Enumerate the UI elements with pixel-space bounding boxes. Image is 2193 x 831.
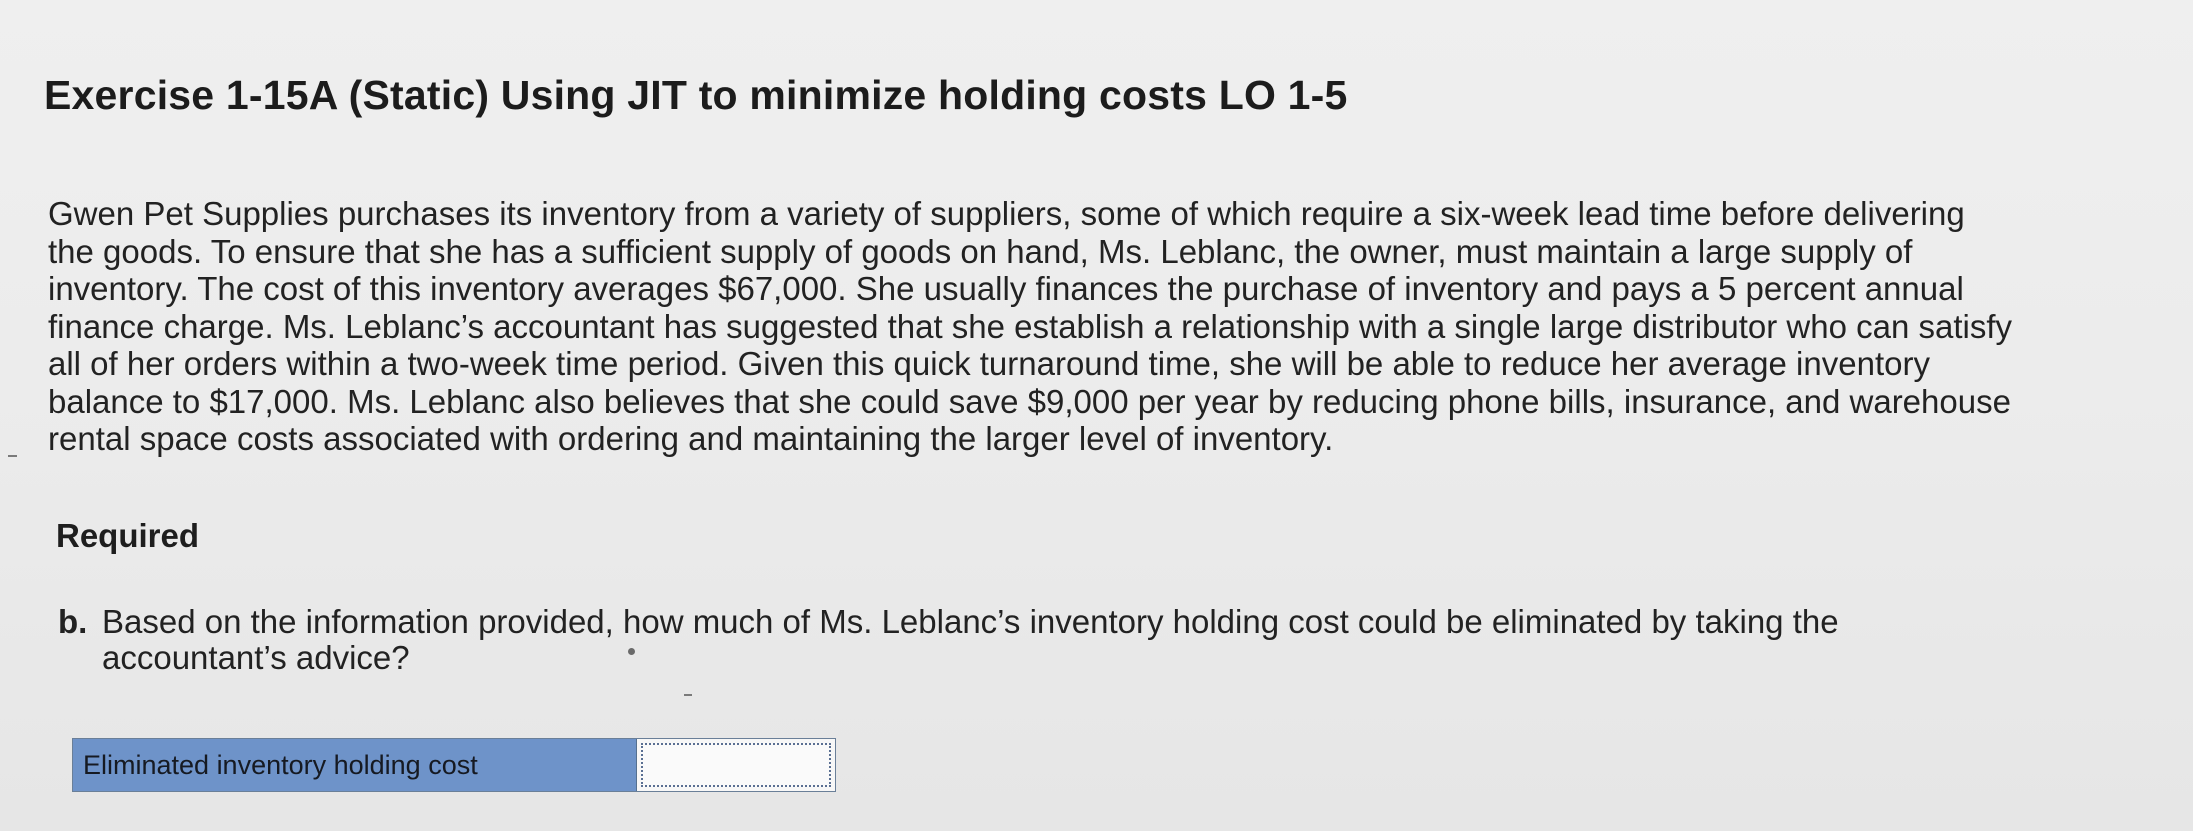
question-line: Based on the information provided, how much of Ms. Leblanc’s inventory holding cost could be eliminated by taking the (102, 603, 1839, 640)
required-heading: Required (56, 517, 200, 554)
problem-line: all of her orders within a two-week time period. Given this quick turnaround time, she will be able to reduce her average inventory (48, 345, 1930, 382)
margin-mark (8, 455, 17, 457)
screen-mark (684, 694, 692, 696)
question-line: accountant’s advice? (102, 639, 410, 676)
exercise-title: Exercise 1-15A (Static) Using JIT to minimize holding costs LO 1-5 (44, 72, 1348, 118)
problem-line: finance charge. Ms. Leblanc’s accountant has suggested that she establish a relationship with a single large distributor who can satisfy (48, 307, 2013, 345)
problem-line: the goods. To ensure that she has a sufficient supply of goods on hand, Ms. Leblanc, the owner, must maintain a large supply of (48, 232, 1913, 270)
problem-line: balance to $17,000. Ms. Leblanc also believes that she could save $9,000 per year by reducing phone bills, insurance, and warehouse (48, 382, 2011, 420)
problem-line: rental space costs associated with ordering and maintaining the larger level of inventory. (48, 420, 1334, 457)
answer-input-cell (637, 739, 835, 791)
question-letter: b. (58, 603, 88, 640)
screen-speck (628, 648, 635, 655)
eliminated-cost-input[interactable] (641, 743, 831, 787)
answer-row (72, 738, 836, 792)
problem-line: Gwen Pet Supplies purchases its inventory from a variety of suppliers, some of which require a six-week lead time before delivering (48, 195, 1965, 232)
problem-text (48, 195, 2178, 458)
answer-label: Eliminated inventory holding cost (73, 739, 637, 791)
question-text (102, 604, 2042, 676)
problem-line: inventory. The cost of this inventory averages $67,000. She usually finances the purchase of inventory and pays a 5 percent annual (48, 270, 1964, 307)
